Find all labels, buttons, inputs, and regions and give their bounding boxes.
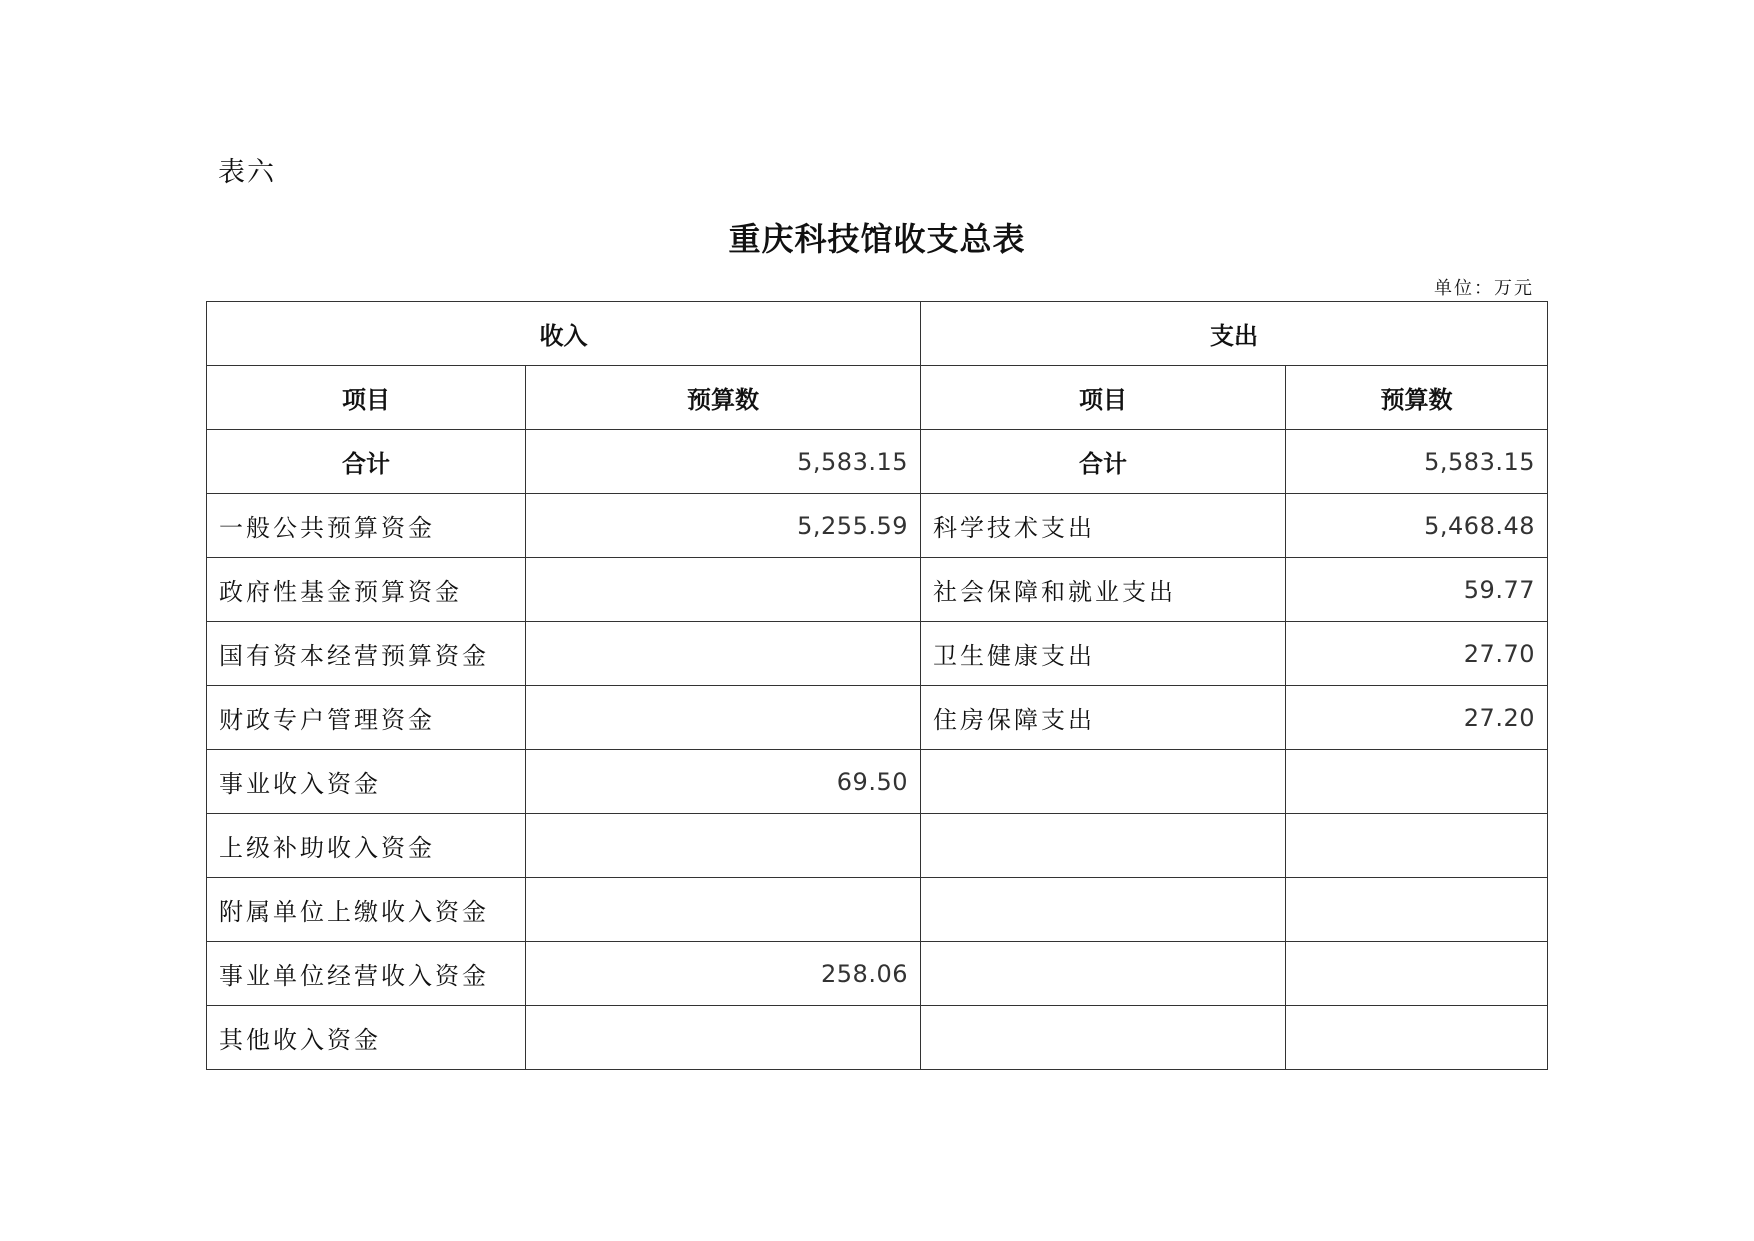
income-value: 258.06 (526, 942, 921, 1006)
income-item: 财政专户管理资金 (207, 686, 526, 750)
expense-item: 社会保障和就业支出 (921, 558, 1286, 622)
income-budget-column-header: 预算数 (526, 366, 921, 430)
expense-value: 59.77 (1286, 558, 1548, 622)
income-total-value: 5,583.15 (526, 430, 921, 494)
budget-table (206, 301, 1548, 1070)
expense-value (1286, 750, 1548, 814)
income-value: 69.50 (526, 750, 921, 814)
income-item: 其他收入资金 (207, 1006, 526, 1070)
expense-item: 卫生健康支出 (921, 622, 1286, 686)
expense-item-column-header: 项目 (921, 366, 1286, 430)
expense-item (921, 750, 1286, 814)
expense-value (1286, 1006, 1548, 1070)
income-total-label: 合计 (207, 430, 526, 494)
table-row (207, 494, 1548, 558)
page-title: 重庆科技馆收支总表 (728, 220, 1026, 258)
expense-budget-column-header: 预算数 (1286, 366, 1548, 430)
table-row (207, 622, 1548, 686)
table-row (207, 942, 1548, 1006)
income-value (526, 686, 921, 750)
expense-value (1286, 878, 1548, 942)
table-row (207, 814, 1548, 878)
table-row (207, 878, 1548, 942)
expense-header: 支出 (921, 302, 1548, 366)
table-row (207, 1006, 1548, 1070)
income-item: 国有资本经营预算资金 (207, 622, 526, 686)
income-value: 5,255.59 (526, 494, 921, 558)
expense-value (1286, 942, 1548, 1006)
expense-total-value: 5,583.15 (1286, 430, 1548, 494)
total-row (207, 430, 1548, 494)
expense-item: 住房保障支出 (921, 686, 1286, 750)
expense-value (1286, 814, 1548, 878)
expense-item (921, 878, 1286, 942)
income-item: 事业单位经营收入资金 (207, 942, 526, 1006)
income-header: 收入 (207, 302, 921, 366)
income-item: 政府性基金预算资金 (207, 558, 526, 622)
table-number-label: 表六 (218, 157, 276, 188)
income-value (526, 558, 921, 622)
table-row (207, 558, 1548, 622)
income-value (526, 814, 921, 878)
section-header-row (207, 302, 1548, 366)
expense-item (921, 942, 1286, 1006)
expense-item (921, 1006, 1286, 1070)
income-value (526, 622, 921, 686)
expense-value: 27.70 (1286, 622, 1548, 686)
unit-label: 单位：万元 (1434, 278, 1534, 299)
income-item: 上级补助收入资金 (207, 814, 526, 878)
expense-total-label: 合计 (921, 430, 1286, 494)
expense-value: 27.20 (1286, 686, 1548, 750)
table-row (207, 750, 1548, 814)
expense-item: 科学技术支出 (921, 494, 1286, 558)
income-value (526, 878, 921, 942)
expense-item (921, 814, 1286, 878)
income-item: 附属单位上缴收入资金 (207, 878, 526, 942)
income-item: 一般公共预算资金 (207, 494, 526, 558)
column-header-row (207, 366, 1548, 430)
income-item-column-header: 项目 (207, 366, 526, 430)
income-value (526, 1006, 921, 1070)
income-item: 事业收入资金 (207, 750, 526, 814)
expense-value: 5,468.48 (1286, 494, 1548, 558)
table-row (207, 686, 1548, 750)
